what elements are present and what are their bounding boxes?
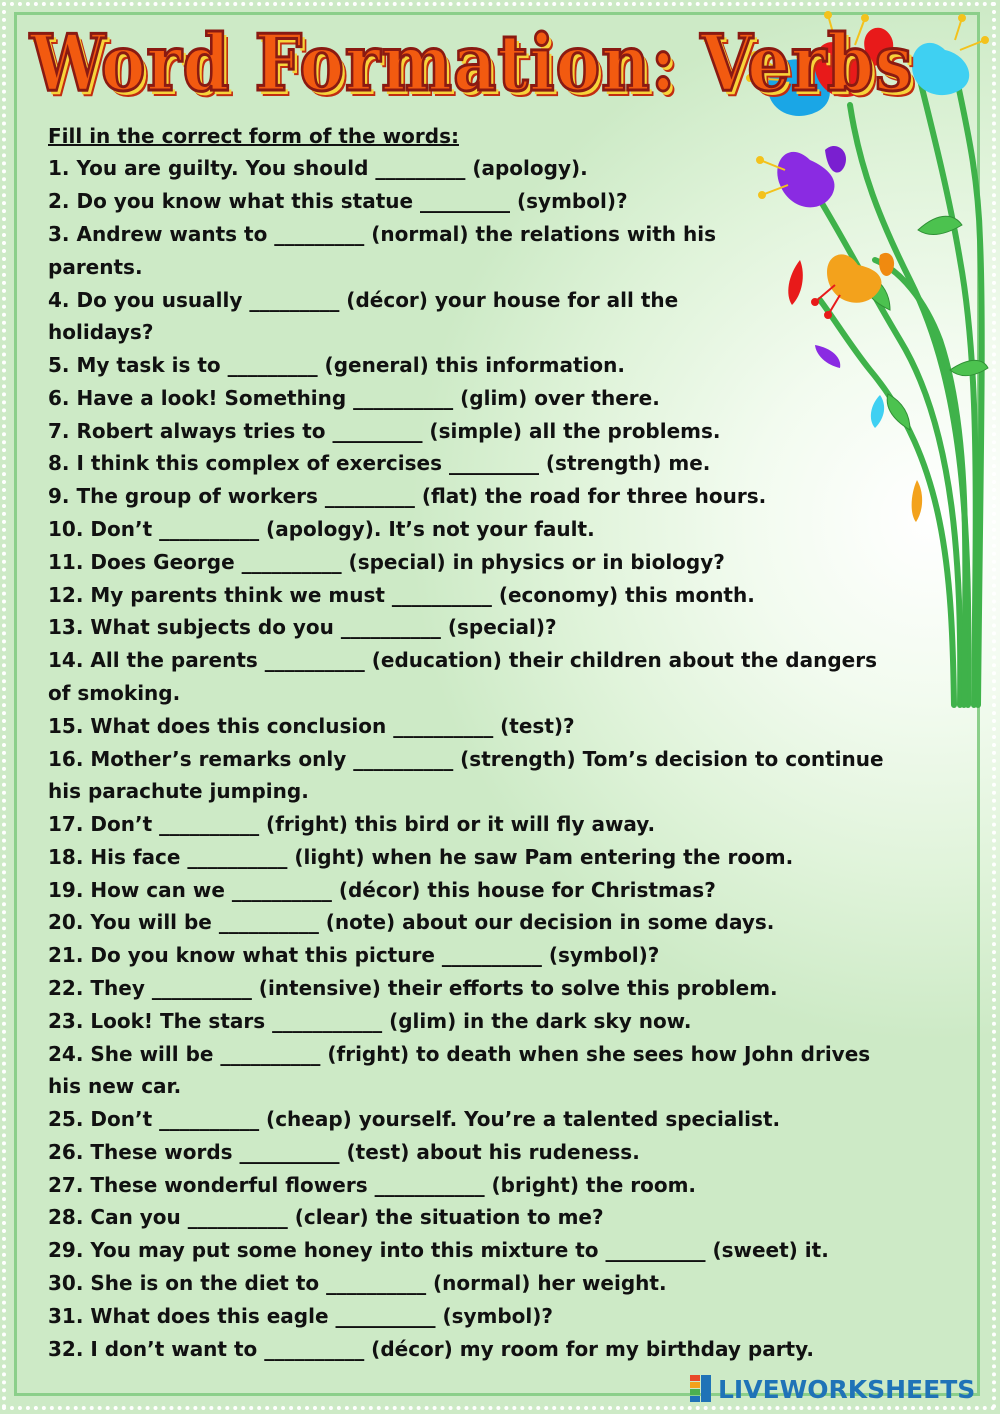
exercise-line: 8. I think this complex of exercises _________ (strength) me. — [48, 451, 711, 475]
exercise-line: 26. These words __________ (test) about his rudeness. — [48, 1140, 640, 1164]
exercise-line: 4. Do you usually _________ (décor) your house for all the — [48, 288, 679, 312]
exercise-line: 2. Do you know what this statue _________ (symbol)? — [48, 189, 628, 213]
exercise-line: 31. What does this eagle __________ (symbol)? — [48, 1304, 554, 1328]
exercise-line: 5. My task is to _________ (general) this information. — [48, 353, 625, 377]
exercise-line: 23. Look! The stars ___________ (glim) in the dark sky now. — [48, 1009, 692, 1033]
exercise-line: 32. I don’t want to __________ (décor) my room for my birthday party. — [48, 1337, 814, 1361]
exercise-line: 19. How can we __________ (décor) this house for Christmas? — [48, 878, 716, 902]
liveworksheets-logo — [690, 1374, 975, 1404]
exercise-line: 1. You are guilty. You should _________ (apology). — [48, 156, 588, 180]
exercise-line: 14. All the parents __________ (education) their children about the dangers — [48, 648, 877, 672]
exercise-line: 30. She is on the diet to __________ (normal) her weight. — [48, 1271, 667, 1295]
exercise-line: 25. Don’t __________ (cheap) yourself. You’re a talented specialist. — [48, 1107, 781, 1131]
exercise-line: 24. She will be __________ (fright) to death when she sees how John drives — [48, 1042, 871, 1066]
exercise-line: 7. Robert always tries to _________ (simple) all the problems. — [48, 419, 721, 443]
page-title: Word Formation: Verbs — [30, 18, 914, 109]
flower-bouquet-icon — [740, 10, 990, 710]
exercise-line: 13. What subjects do you __________ (special)? — [48, 615, 557, 639]
exercise-line: 17. Don’t __________ (fright) this bird or it will fly away. — [48, 812, 656, 836]
exercise-line: 10. Don’t __________ (apology). It’s not your fault. — [48, 517, 595, 541]
exercise-line: 9. The group of workers _________ (flat) the road for three hours. — [48, 484, 767, 508]
exercise-line: 29. You may put some honey into this mixture to __________ (sweet) it. — [48, 1238, 829, 1262]
exercise-line: 28. Can you __________ (clear) the situation to me? — [48, 1205, 604, 1229]
liveworksheets-logo-icon — [690, 1375, 712, 1403]
exercise-line: holidays? — [48, 320, 154, 344]
liveworksheets-logo-text: LIVEWORKSHEETS — [718, 1374, 976, 1404]
exercise-line: 20. You will be __________ (note) about our decision in some days. — [48, 910, 775, 934]
exercise-line: 22. They __________ (intensive) their efforts to solve this problem. — [48, 976, 778, 1000]
exercise-line: 21. Do you know what this picture __________ (symbol)? — [48, 943, 660, 967]
exercise-line: 18. His face __________ (light) when he saw Pam entering the room. — [48, 845, 794, 869]
exercise-line: 12. My parents think we must __________ (economy) this month. — [48, 583, 755, 607]
exercise-line: 6. Have a look! Something __________ (glim) over there. — [48, 386, 660, 410]
exercise-line: 15. What does this conclusion __________ (test)? — [48, 714, 575, 738]
instruction-text: Fill in the correct form of the words: — [48, 124, 459, 148]
exercise-line: 11. Does George __________ (special) in physics or in biology? — [48, 550, 725, 574]
exercise-line: his parachute jumping. — [48, 779, 309, 803]
exercise-line: of smoking. — [48, 681, 181, 705]
exercise-line: 16. Mother’s remarks only __________ (strength) Tom’s decision to continue — [48, 747, 884, 771]
exercise-line: 3. Andrew wants to _________ (normal) the relations with his — [48, 222, 716, 246]
exercise-line: his new car. — [48, 1074, 182, 1098]
exercise-line: parents. — [48, 255, 143, 279]
exercise-line: 27. These wonderful flowers ___________ (bright) the room. — [48, 1173, 697, 1197]
